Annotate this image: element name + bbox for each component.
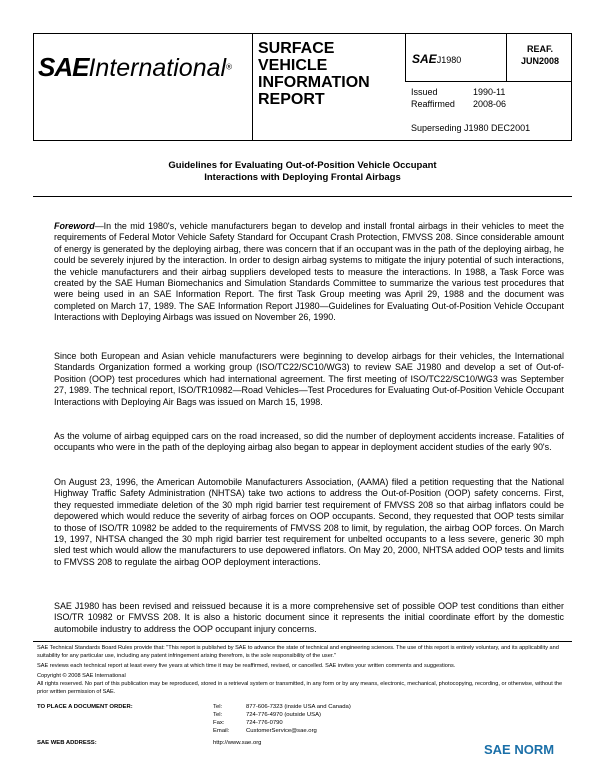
doc-sae-mark: SAE (412, 52, 437, 66)
review-notice: SAE reviews each technical report at least every five years at which time it may be reaffirmed, revised, or cancelled. SAE invites your written comments and suggestions. (37, 663, 456, 669)
status-date: JUN2008 (520, 56, 560, 66)
contact-label: Tel: (213, 704, 223, 710)
divider (33, 196, 572, 197)
contact-label: Fax: (213, 720, 225, 726)
issued-label: Issued (411, 87, 438, 97)
header-divider (405, 81, 572, 82)
foreword-text: —In the mid 1980's, vehicle manufacturers began to develop and install frontal airbags in their vehicles to meet the requirements of Federal Motor Vehicle Safety Standard for Occupant Crash Protection, FMVSS 208. Since considerable amount of energy is generated by the deploying airbag, there was concern that if an occupant was in the path of the deploying airbag, he could be severely injured by the interaction. In order to design airbag systems to mitigate the injury potential of such interactions, the vehicle manufacturers and their airbag suppliers developed tests to measure the interactions. In 1988, a Task Force was created by the SAE Human Biomechanics and Simulation Standards Committee to summarize the various test procedures that were being used in an SAE Information Report. The first Task Group meeting was April 29, 1988 and the document was completed on March 17, 1989. The SAE Information Report J1980—Guidelines for Evaluating Out-of-Position Vehicle Occupant Interactions with Deploying Airbags was issued on November 26, 1990. (54, 221, 564, 323)
paragraph: As the volume of airbag equipped cars on the road increased, so did the number of deployment accidents increase. Fatalities of occupants who were in the path of the deploying airbag also began to appear in deployment accident studies of the early 90's. (54, 431, 564, 453)
paragraph: On August 23, 1996, the American Automobile Manufacturers Association, (AAMA) filed a petition requesting that the National Highway Traffic Safety Administration (NHTSA) take two actions to address the Out-of-Position (OOP) safety concerns. First, they requested immediate deletion of the 30 mph rigid barrier test requirement of FMVSS 208 so that airbag inflators could be depowered which would reduce the severity of airbag forces on OOP occupants. Second, they requested that OOP tests similar to those of ISO/TR 10982 be added to the requirements of FMVSS 208 to limit, by regulation, the airbag OOP forces. On March 19, 1997, NHTSA changed the 30 mph rigid barrier test requirement for unbelted occupants to a less severe, generic 30 mph sled test which would allow the manufacturers to use depowered inflators. On May 20, 2000, NHTSA added OOP tests and limits to FMVSS 208 to regulate the airbag OOP deployment interactions. (54, 477, 564, 567)
sae-norm-watermark (484, 741, 584, 769)
issued-value: 1990-11 (473, 87, 506, 97)
reaffirmed-row (411, 99, 507, 109)
title-line: Interactions with Deploying Frontal Airbags (204, 172, 401, 183)
contact-value: 724-776-0790 (246, 720, 283, 726)
report-type-line: REPORT (258, 91, 325, 108)
document-number (412, 52, 461, 66)
contact-label: Tel: (213, 712, 223, 718)
watermark-text: SAE NORM (484, 742, 555, 757)
contact-value: 724-776-4970 (outside USA) (246, 712, 321, 718)
header-divider (405, 33, 406, 81)
rules-notice: SAE Technical Standards Board Rules provide that: "This report is published by SAE to advance the state of technical and engineering sciences. The use of this report is entirely voluntary, and its applicability and suitability for any particular use, including any patent infringement arising therefrom, is the sole responsibility of the user." (37, 645, 559, 659)
web-link[interactable]: http://www.sae.org (213, 740, 262, 746)
title-line: Guidelines for Evaluating Out-of-Position Vehicle Occupant (168, 160, 437, 171)
foreword-paragraph (54, 221, 564, 324)
trademark-symbol: ® (226, 62, 232, 72)
web-label: SAE WEB ADDRESS: (37, 740, 97, 746)
contact-label: Email: (213, 728, 230, 734)
email-link[interactable]: CustomerService@sae.org (246, 728, 317, 734)
logo-sae-text: SAE (38, 52, 89, 82)
rights-notice: All rights reserved. No part of this publication may be reproduced, stored in a retrieval system or transmitted, in any form or by any means, electronic, mechanical, photocopying, recording, or otherwise, without the prior written permission of SAE. (37, 681, 563, 695)
status-line: REAF. (526, 44, 553, 54)
header-divider (252, 33, 253, 141)
reaffirmed-label: Reaffirmed (411, 99, 455, 109)
sae-international-logo (38, 52, 250, 82)
copyright: Copyright © 2008 SAE International (37, 673, 126, 679)
report-type (258, 40, 370, 108)
contact-value: 877-606-7323 (inside USA and Canada) (246, 704, 351, 710)
logo-international-text: International (88, 54, 227, 82)
divider (33, 641, 572, 642)
order-label: TO PLACE A DOCUMENT ORDER: (37, 704, 133, 710)
report-type-line: SURFACE (258, 40, 335, 57)
status-badge (510, 43, 570, 67)
paragraph: Since both European and Asian vehicle manufacturers were beginning to develop airbags for their vehicles, the International Standards Organization formed a working group (ISO/TC22/SC10/WG3) to review SAE J1980 and develop a set of Out-of-Position (OOP) test procedures which had international agreement. The first meeting of ISO/TC22/SC10/WG3 was September 27, 1989. The technical report, ISO/TR10982—Road Vehicles—Test Procedures for Evaluating Out-of-Position Vehicle Occupant Interactions with Deploying Air Bags was issued on March 15, 1998. (54, 351, 564, 407)
header-divider (506, 33, 507, 81)
reaffirmed-value: 2008-06 (473, 99, 507, 109)
foreword-heading: Foreword (54, 221, 95, 231)
doc-number: J1980 (436, 55, 462, 65)
report-type-line: INFORMATION (258, 74, 370, 91)
superseding: Superseding J1980 DEC2001 (411, 123, 531, 133)
issued-row (411, 87, 506, 97)
report-type-line: VEHICLE (258, 57, 328, 74)
document-title (33, 160, 572, 184)
paragraph: SAE J1980 has been revised and reissued because it is a more comprehensive set of possible OOP test conditions than either ISO/TR 10982 or FMVSS 208. It is also a historic document since it represents the initial coordinate effort by the domestic automobile industry to address the OOP occupant injury concerns. (54, 601, 564, 634)
